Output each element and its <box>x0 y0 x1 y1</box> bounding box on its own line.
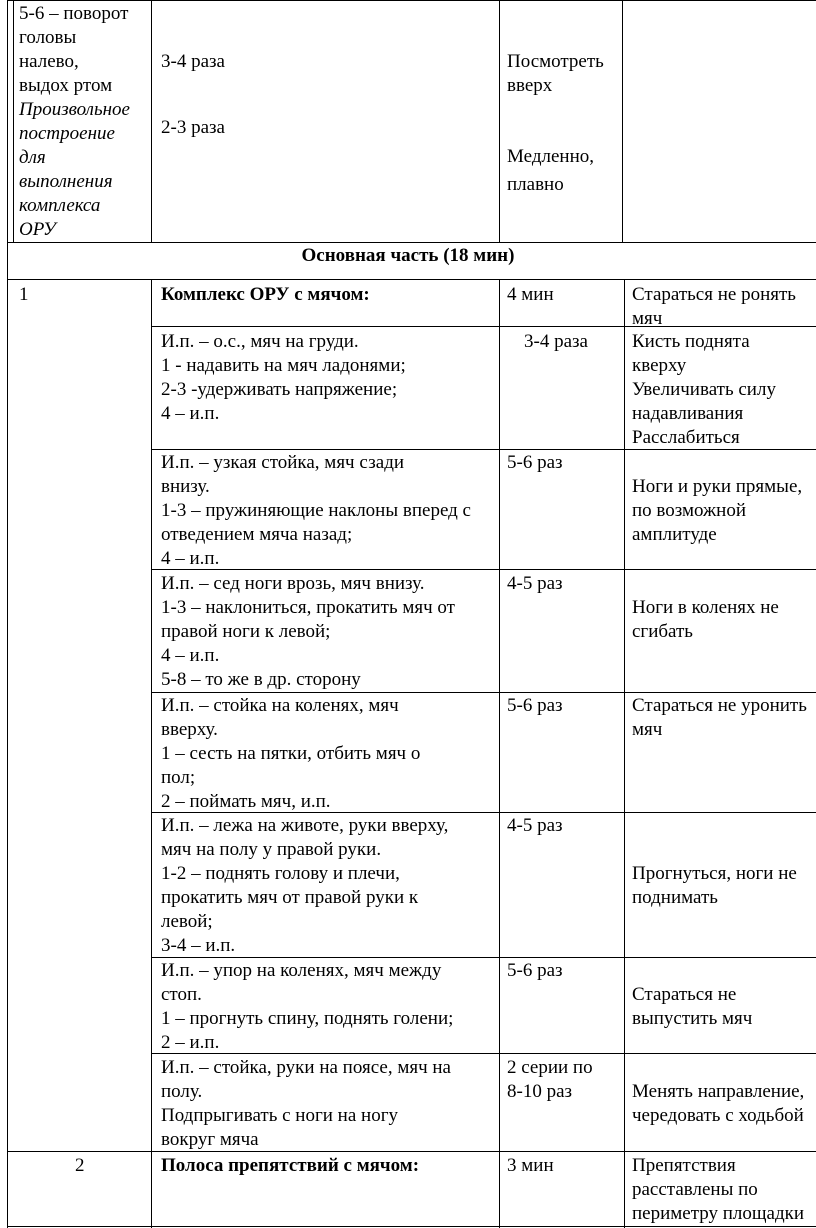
text-line: 1 – прогнуть спину, поднять голени; <box>161 1008 454 1029</box>
text-line: И.п. – узкая стойка, мяч сзади <box>161 452 405 473</box>
text-line: мяч на полу у правой руки. <box>161 839 382 860</box>
text-line: периметру площадки <box>632 1203 805 1224</box>
exercise-description <box>161 1056 451 1152</box>
text-line: Посмотреть <box>507 51 604 72</box>
text-line: надавливания <box>632 403 744 424</box>
text-line: Менять направление, <box>632 1081 805 1102</box>
text-line: головы <box>19 27 77 48</box>
text-line: вверх <box>507 75 553 96</box>
text-line: И.п. – о.с., мяч на груди. <box>161 331 359 352</box>
top-row-note-b <box>507 145 594 197</box>
text-line: поднимать <box>632 887 718 908</box>
text-line: выпустить мяч <box>632 1008 753 1029</box>
row-number: 2 <box>75 1155 85 1176</box>
table-border <box>7 279 816 280</box>
text-line: расставлены по <box>632 1179 758 1200</box>
text-line: Медленно, <box>507 146 594 167</box>
top-row-dose-b: 2-3 раза <box>161 117 225 138</box>
text-line: 1 – сесть на пятки, отбить мяч о <box>161 743 421 764</box>
text-line: 3-4 – и.п. <box>161 935 236 956</box>
table-border <box>499 0 500 242</box>
text-line: ОРУ <box>19 219 56 240</box>
section-title: Основная часть (18 мин) <box>301 245 515 266</box>
text-line: Кисть поднята <box>632 331 750 352</box>
text-line: полу. <box>161 1081 203 1102</box>
text-line: Произвольное <box>19 99 130 120</box>
row-note <box>632 1154 804 1226</box>
text-line: плавно <box>507 174 564 195</box>
text-line: И.п. – сед ноги врозь, мяч внизу. <box>161 573 425 594</box>
text-line: Стараться не ронять <box>632 284 796 305</box>
text-line: вверху. <box>161 719 218 740</box>
exercise-note <box>632 983 752 1031</box>
exercise-description <box>161 451 471 571</box>
text-line: 4 – и.п. <box>161 548 220 569</box>
exercise-description <box>161 330 406 426</box>
exercise-dose: 3-4 раза <box>524 331 588 352</box>
table-border <box>7 0 8 1228</box>
text-line: сгибать <box>632 621 693 642</box>
exercise-description <box>161 959 453 1055</box>
text-line: 2 серии по <box>507 1057 593 1078</box>
row-number: 1 <box>19 284 29 305</box>
text-line: Подпрыгивать с ноги на ногу <box>161 1105 398 1126</box>
text-line: И.п. – стойка, руки на поясе, мяч на <box>161 1057 451 1078</box>
text-line: 4 – и.п. <box>161 645 220 666</box>
exercise-note <box>632 694 807 742</box>
table-border <box>624 279 625 1228</box>
row-duration: 3 мин <box>507 1155 554 1176</box>
table-border <box>151 0 152 242</box>
text-line: 2 – и.п. <box>161 1032 220 1053</box>
text-line: 2 – поймать мяч, и.п. <box>161 791 331 812</box>
text-line: Стараться не <box>632 984 737 1005</box>
text-line: мяч <box>632 719 663 740</box>
text-line: 8-10 раз <box>507 1081 573 1102</box>
exercise-dose: 4-5 раз <box>507 573 563 594</box>
text-line: кверху <box>632 355 687 376</box>
exercise-note <box>632 330 776 450</box>
text-line: левой; <box>161 911 213 932</box>
text-line: 1-2 – поднять голову и плечи, <box>161 863 400 884</box>
exercise-note <box>632 475 802 547</box>
table-border <box>151 279 152 1228</box>
text-line: выдох ртом <box>19 75 113 96</box>
text-line: 1 - надавить на мяч ладонями; <box>161 355 406 376</box>
exercise-note <box>632 862 797 910</box>
text-line: И.п. – стойка на коленях, мяч <box>161 695 399 716</box>
text-line: Увеличивать силу <box>632 379 776 400</box>
row-title: Полоса препятствий с мячом: <box>161 1155 420 1176</box>
text-line: стоп. <box>161 984 202 1005</box>
top-row-description <box>19 2 130 242</box>
text-line: внизу. <box>161 476 210 497</box>
table-border <box>7 1226 816 1227</box>
top-row-dose-a: 3-4 раза <box>161 51 225 72</box>
table-border <box>13 0 14 242</box>
text-line: 2-3 -удерживать напряжение; <box>161 379 398 400</box>
exercise-description <box>161 572 455 692</box>
text-line: пол; <box>161 767 196 788</box>
text-line: Расслабиться <box>632 427 740 448</box>
text-line: вокруг мяча <box>161 1129 259 1150</box>
text-line: по возможной <box>632 500 747 521</box>
text-line: 5-6 – поворот <box>19 3 129 24</box>
text-line: правой ноги к левой; <box>161 621 331 642</box>
text-line: налево, <box>19 51 79 72</box>
text-line: Ноги и руки прямые, <box>632 476 803 497</box>
text-line: Ноги в коленях не <box>632 597 779 618</box>
exercise-dose: 5-6 раз <box>507 695 563 716</box>
text-line: чередовать с ходьбой <box>632 1105 804 1126</box>
table-border <box>7 0 816 1</box>
text-line: отведением мяча назад; <box>161 524 353 545</box>
row-duration: 4 мин <box>507 284 554 305</box>
text-line: 1-3 – наклониться, прокатить мяч от <box>161 597 455 618</box>
table-border <box>622 0 623 242</box>
exercise-description <box>161 694 420 814</box>
text-line: выполнения <box>19 171 113 192</box>
text-line: 4 – и.п. <box>161 403 220 424</box>
exercise-dose: 4-5 раз <box>507 815 563 836</box>
text-line: комплекса <box>19 195 101 216</box>
exercise-note <box>632 596 779 644</box>
exercise-note <box>632 1080 804 1128</box>
table-border <box>7 242 816 243</box>
exercise-dose: 5-6 раз <box>507 960 563 981</box>
top-row-note-a <box>507 50 604 98</box>
table-border <box>151 692 816 693</box>
text-line: 5-8 – то же в др. сторону <box>161 669 361 690</box>
text-line: амплитуде <box>632 524 717 545</box>
text-line: для <box>19 147 46 168</box>
text-line: Препятствия <box>632 1155 736 1176</box>
text-line: Прогнуться, ноги не <box>632 863 797 884</box>
text-line: Стараться не уронить <box>632 695 807 716</box>
exercise-dose: 5-6 раз <box>507 452 563 473</box>
exercise-dose <box>507 1056 593 1104</box>
text-line: прокатить мяч от правой руки к <box>161 887 419 908</box>
row-note <box>632 283 796 331</box>
table-border <box>499 279 500 1228</box>
text-line: построение <box>19 123 115 144</box>
exercise-description <box>161 814 448 958</box>
text-line: мяч <box>632 308 663 329</box>
text-line: И.п. – лежа на животе, руки вверху, <box>161 815 449 836</box>
row-title: Комплекс ОРУ с мячом: <box>161 284 370 305</box>
text-line: 1-3 – пружиняющие наклоны вперед с <box>161 500 471 521</box>
text-line: И.п. – упор на коленях, мяч между <box>161 960 442 981</box>
